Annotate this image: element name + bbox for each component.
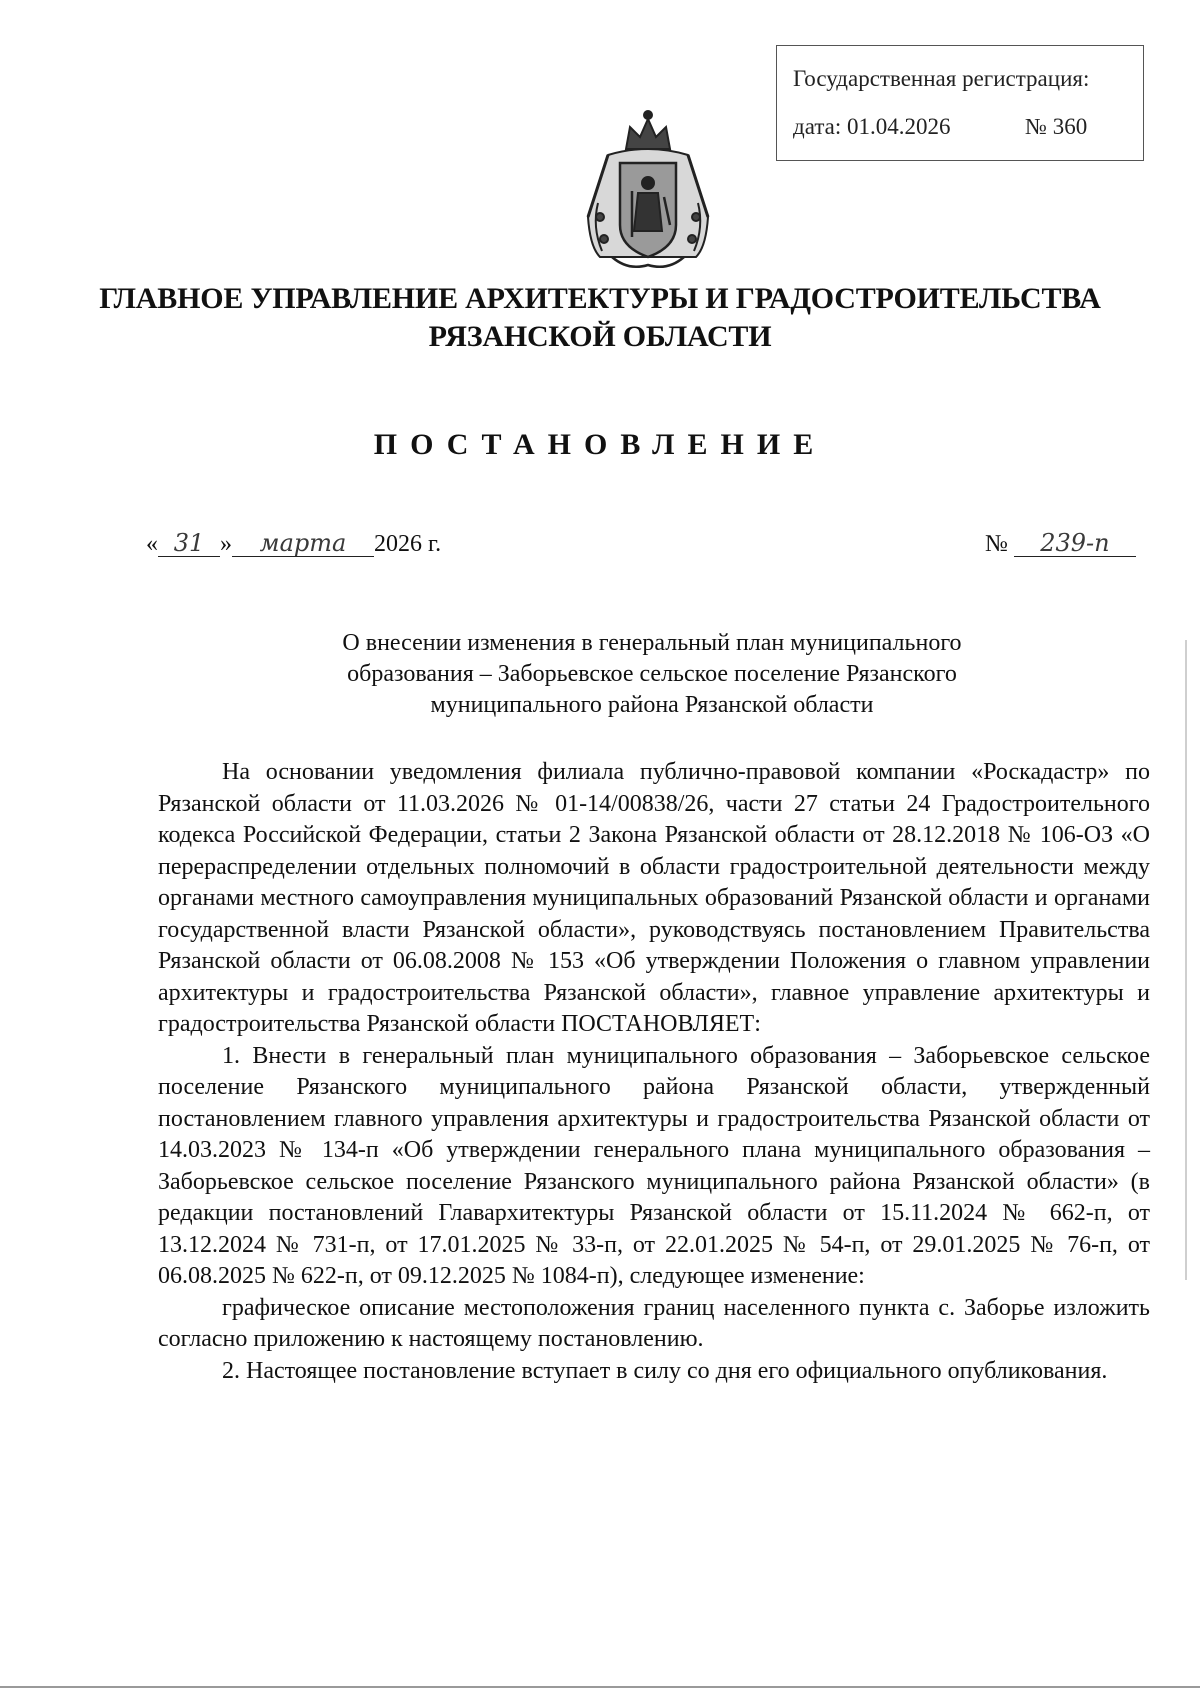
body-paragraph-item1: 1. Внести в генеральный план муниципального образования – Заборьевское сельское поселение Рязанского муниципального района Рязанской области, утвержденный постановлением главного управления архитектуры и градостроительства Рязанской области от 14.03.2023 № 134-п «Об утверждении генерального плана муниципального образования – Заборьевское сельское поселение Рязанского муниципального района Рязанской области» (в редакции постановлений Главархитектуры Рязанской области от 15.11.2024 № 662-п, от 13.12.2024 № 731-п, от 17.01.2025 № 33-п, от 22.01.2025 № 54-п, от 29.01.2025 № 76-п, от 06.08.2025 № 622-п, от 09.12.2025 № 1084-п), следующее изменение:	[158, 1042, 1150, 1289]
registration-date: дата: 01.04.2026	[793, 114, 951, 139]
organization-name-line1: ГЛАВНОЕ УПРАВЛЕНИЕ АРХИТЕКТУРЫ И ГРАДОСТРОИТЕЛЬСТВА	[99, 282, 1101, 315]
registration-number: № 360	[1025, 114, 1088, 139]
document-date	[146, 530, 441, 558]
body-paragraph-change: графическое описание местоположения границ населенного пункта с. Заборье изложить согласно приложению к настоящему постановлению.	[158, 1294, 1150, 1352]
registration-stamp	[776, 45, 1144, 161]
date-year: 2026 г.	[374, 531, 442, 557]
subject-line3: муниципального района Рязанской области	[430, 692, 874, 718]
number-prefix: №	[985, 531, 1008, 557]
date-open-quote: «	[146, 531, 158, 557]
scan-bottom-line	[0, 1686, 1200, 1688]
number-handwritten: 239-п	[1014, 530, 1136, 557]
organization-name-line2: РЯЗАНСКОЙ ОБЛАСТИ	[428, 320, 772, 353]
document-subject	[0, 628, 1200, 721]
document-body	[158, 757, 1150, 1387]
date-day-handwritten: 31	[158, 530, 220, 557]
scan-edge-line	[1185, 640, 1187, 1280]
document-number	[985, 530, 1136, 558]
date-close-quote: »	[220, 531, 232, 557]
body-paragraph-item2: 2. Настоящее постановление вступает в силу со дня его официального опубликования.	[222, 1357, 1108, 1384]
subject-line1: О внесении изменения в генеральный план муниципального	[342, 630, 962, 656]
subject-line2: образования – Заборьевское сельское поселение Рязанского	[347, 661, 957, 687]
body-paragraph-basis: На основании уведомления филиала публично-правовой компании «Роскадастр» по Рязанской области от 11.03.2026 № 01-14/00838/26, части 27 статьи 24 Градостроительного кодекса Российской Федерации, статьи 2 Закона Рязанской области от 28.12.2018 № 106-ОЗ «О перераспределении отдельных полномочий в области градостроительной деятельности между органами местного самоуправления муниципальных образований Рязанской области и органами государственной власти Рязанской области», руководствуясь постановлением Правительства Рязанской области от 06.08.2008 № 153 «Об утверждении Положения о главном управлении архитектуры и градостроительства Рязанской области», главное управление архитектуры и градостроительства Рязанской области ПОСТАНОВЛЯЕТ:	[158, 759, 1150, 1037]
coat-of-arms-emblem	[578, 107, 718, 277]
date-month-handwritten: марта	[232, 530, 374, 557]
registration-title: Государственная регистрация:	[793, 66, 1090, 91]
document-type-title: ПОСТАНОВЛЕНИЕ	[373, 428, 827, 461]
